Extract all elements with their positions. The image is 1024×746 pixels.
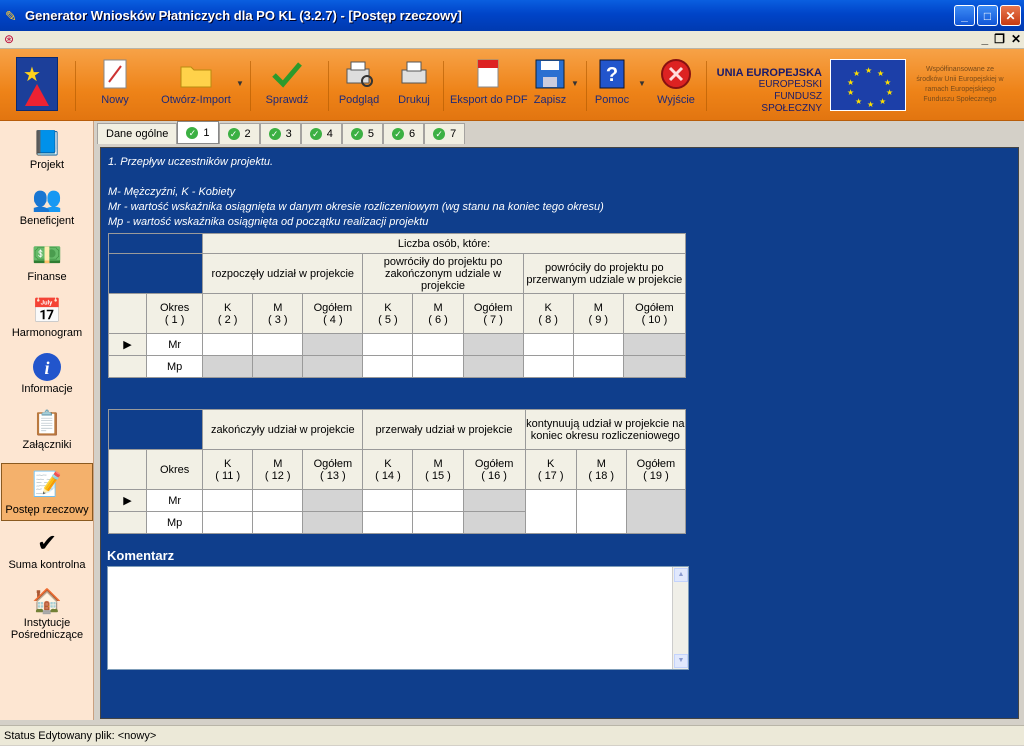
- cell-readonly: [626, 490, 685, 534]
- checksum-icon: ✔: [36, 529, 58, 557]
- form-panel: [100, 147, 1019, 719]
- check-circle-icon: ✓: [392, 128, 404, 140]
- row-label: Mr: [147, 334, 203, 356]
- cell-input[interactable]: [203, 512, 253, 534]
- cell-input[interactable]: [576, 490, 626, 534]
- exit-button[interactable]: Wyjście: [656, 56, 696, 116]
- table-row: [109, 490, 686, 512]
- tab-4[interactable]: ✓ 4: [301, 123, 342, 144]
- group-header: powróciły do projektu po przerwanym udziale w projekcie: [523, 254, 685, 294]
- check-circle-icon: ✓: [269, 128, 281, 140]
- cell-readonly: [463, 490, 525, 512]
- sidebar: [0, 121, 94, 720]
- status-bar: Status Edytowany plik: <nowy>: [0, 725, 1024, 745]
- mdi-close-button[interactable]: ✕: [1010, 32, 1021, 46]
- legend-line-1: M- Mężczyźni, K - Kobiety: [108, 186, 236, 198]
- group-header: rozpoczęły udział w projekcie: [203, 254, 363, 294]
- floppy-disk-icon: [534, 58, 566, 90]
- house-icon: 🏠: [32, 587, 62, 615]
- open-import-button[interactable]: Otwórz-Import: [158, 56, 234, 116]
- row-pointer-icon[interactable]: ▶: [109, 490, 147, 512]
- cell-readonly: [463, 512, 525, 534]
- cell-readonly: [303, 512, 363, 534]
- checklist-icon: 📋: [32, 409, 62, 437]
- minimize-button[interactable]: _: [954, 5, 975, 26]
- scroll-up-icon[interactable]: ▲: [674, 568, 688, 582]
- cell-readonly: [463, 356, 523, 378]
- cell-readonly: [303, 490, 363, 512]
- close-button[interactable]: ✕: [1000, 5, 1021, 26]
- participants-table-1: [108, 233, 686, 378]
- sidebar-item-projekt[interactable]: 📘 Projekt: [1, 127, 93, 179]
- sidebar-item-beneficjent[interactable]: 👥 Beneficjent: [1, 183, 93, 235]
- comment-scrollbar[interactable]: [672, 567, 688, 669]
- column-header: Ogółem ( 10 ): [623, 294, 685, 334]
- cell-input[interactable]: [363, 334, 413, 356]
- group-header: przerwały udział w projekcie: [363, 410, 525, 450]
- book-icon: 📘: [32, 129, 62, 157]
- mdi-restore-button[interactable]: ❐: [994, 32, 1005, 46]
- check-circle-icon: ✓: [351, 128, 363, 140]
- people-icon: 👥: [32, 185, 62, 213]
- tab-2[interactable]: ✓ 2: [219, 123, 260, 144]
- cell-input[interactable]: [413, 490, 463, 512]
- group-header: zakończyły udział w projekcie: [203, 410, 363, 450]
- column-header: M ( 3 ): [253, 294, 303, 334]
- group-header: powróciły do projektu po zakończonym udziale w projekcie: [363, 254, 523, 294]
- tab-dane-ogolne[interactable]: Dane ogólne: [97, 123, 177, 144]
- cofinancing-note: Współfinansowane ze środków Unii Europejskiej w ramach Europejskiego Funduszu Społecznego: [916, 66, 1004, 103]
- column-header: K ( 17 ): [525, 450, 576, 490]
- cell-input[interactable]: [203, 334, 253, 356]
- cell-readonly: [463, 334, 523, 356]
- legend-line-2: Mr - wartość wskaźnika osiągnięta w danym okresie rozliczeniowym (wg stanu na koniec tego okresu): [108, 201, 604, 213]
- column-header: K ( 11 ): [203, 450, 253, 490]
- row-pointer-icon[interactable]: ▶: [109, 334, 147, 356]
- tab-strip: [97, 123, 465, 145]
- sidebar-item-zalaczniki[interactable]: 📋 Załączniki: [1, 407, 93, 459]
- column-header: Ogółem ( 13 ): [303, 450, 363, 490]
- eu-label: UNIA EUROPEJSKA EUROPEJSKI FUNDUSZ SPOŁECZNY: [716, 67, 822, 114]
- row-selector-header: [109, 294, 147, 334]
- check-button[interactable]: Sprawdź: [264, 56, 310, 116]
- new-button[interactable]: Nowy: [96, 56, 134, 116]
- column-header: Okres ( 1 ): [147, 294, 203, 334]
- row-label: Mp: [147, 512, 203, 534]
- column-header: M ( 18 ): [576, 450, 626, 490]
- cell-input[interactable]: [253, 512, 303, 534]
- preview-button[interactable]: Podgląd: [338, 56, 380, 116]
- check-circle-icon: ✓: [433, 128, 445, 140]
- check-circle-icon: ✓: [310, 128, 322, 140]
- comment-label: Komentarz: [107, 548, 175, 563]
- row-selector[interactable]: [109, 356, 147, 378]
- cell-input[interactable]: [253, 334, 303, 356]
- window-title: Generator Wniosków Płatniczych dla PO KL (3.2.7) - [Postęp rzeczowy]: [25, 8, 462, 23]
- tab-3[interactable]: ✓ 3: [260, 123, 301, 144]
- save-button[interactable]: Zapisz: [532, 56, 568, 116]
- folder-icon: [179, 59, 213, 89]
- document-icon: ⊛: [4, 32, 15, 46]
- cell-input[interactable]: [363, 356, 413, 378]
- eu-flag-icon: ★ ★ ★ ★ ★ ★ ★ ★ ★ ★: [830, 59, 906, 111]
- cell-input[interactable]: [573, 334, 623, 356]
- tab-7[interactable]: ✓ 7: [424, 123, 465, 144]
- cell-input[interactable]: [413, 512, 463, 534]
- column-header: Okres: [147, 450, 203, 490]
- mdi-bar: [0, 31, 1024, 49]
- cell-input[interactable]: [523, 334, 573, 356]
- table-top-header: Liczba osób, które:: [203, 234, 686, 254]
- column-header: M ( 6 ): [413, 294, 463, 334]
- row-selector-header: [109, 450, 147, 490]
- section-heading: 1. Przepływ uczestników projektu.: [108, 156, 274, 168]
- cell-input[interactable]: [573, 356, 623, 378]
- column-header: M ( 15 ): [413, 450, 463, 490]
- print-preview-icon: [343, 59, 375, 89]
- tab-6[interactable]: ✓ 6: [383, 123, 424, 144]
- printer-icon: [398, 59, 430, 89]
- sidebar-item-instytucje[interactable]: 🏠 Instytucje Pośredniczące: [1, 585, 93, 645]
- group-header: kontynuują udział w projekcie na koniec okresu rozliczeniowego: [525, 410, 685, 450]
- pdf-icon: [474, 58, 502, 90]
- check-circle-icon: ✓: [228, 128, 240, 140]
- cell-input[interactable]: [203, 490, 253, 512]
- svg-text:?: ?: [605, 64, 619, 86]
- table-row: [109, 334, 686, 356]
- maximize-button[interactable]: □: [977, 5, 998, 26]
- money-icon: 💵: [32, 241, 62, 269]
- calendar-clock-icon: 📅: [32, 297, 62, 325]
- sidebar-item-harmonogram[interactable]: 📅 Harmonogram: [1, 295, 93, 347]
- cell-input[interactable]: [523, 356, 573, 378]
- info-icon: [1, 351, 93, 383]
- column-header: M ( 12 ): [253, 450, 303, 490]
- legend-line-3: Mp - wartość wskaźnika osiągnięta od początku realizacji projektu: [108, 216, 429, 228]
- column-header: K ( 14 ): [363, 450, 413, 490]
- sidebar-item-postep-rzeczowy[interactable]: 📝 Postęp rzeczowy: [1, 463, 93, 521]
- cell-readonly: [623, 334, 685, 356]
- column-header: M ( 9 ): [573, 294, 623, 334]
- cell-readonly: [203, 356, 253, 378]
- help-button[interactable]: ? Pomoc: [594, 56, 630, 116]
- column-header: Ogółem ( 7 ): [463, 294, 523, 334]
- row-selector[interactable]: [109, 512, 147, 534]
- cell-readonly: [303, 334, 363, 356]
- cell-readonly: [253, 356, 303, 378]
- export-pdf-button[interactable]: Eksport do PDF: [450, 56, 526, 116]
- cell-input[interactable]: [413, 334, 463, 356]
- svg-text:i: i: [44, 358, 50, 378]
- title-bar: [0, 0, 1024, 31]
- new-document-icon: [101, 58, 129, 90]
- column-header: K ( 5 ): [363, 294, 413, 334]
- cell-readonly: [303, 356, 363, 378]
- row-label: Mr: [147, 490, 203, 512]
- tab-5[interactable]: ✓ 5: [342, 123, 383, 144]
- check-circle-icon: ✓: [186, 127, 198, 139]
- help-book-icon: [597, 58, 627, 90]
- tab-1[interactable]: ✓ 1: [177, 121, 218, 144]
- mdi-minimize-button[interactable]: _: [981, 32, 989, 46]
- cell-readonly: [623, 356, 685, 378]
- comment-textarea[interactable]: [107, 566, 689, 670]
- app-icon: ✎: [5, 7, 17, 24]
- column-header: Ogółem ( 19 ): [626, 450, 685, 490]
- sidebar-item-finanse[interactable]: 💵 Finanse: [1, 239, 93, 291]
- progress-document-icon: 📝: [32, 470, 62, 498]
- row-label: Mp: [147, 356, 203, 378]
- toolbar: [0, 49, 1024, 121]
- open-dropdown-arrow[interactable]: ▼: [236, 79, 244, 88]
- participants-table-2: [108, 409, 686, 534]
- column-header: Ogółem ( 4 ): [303, 294, 363, 334]
- scroll-down-icon[interactable]: ▼: [674, 654, 688, 668]
- print-button[interactable]: Drukuj: [396, 56, 432, 116]
- column-header: K ( 8 ): [523, 294, 573, 334]
- help-dropdown-arrow[interactable]: ▼: [638, 79, 646, 88]
- cell-input[interactable]: [253, 490, 303, 512]
- save-dropdown-arrow[interactable]: ▼: [571, 79, 579, 88]
- checkmark-icon: [271, 59, 303, 89]
- main-content: [95, 121, 1024, 720]
- sidebar-item-suma-kontrolna[interactable]: ✔ Suma kontrolna: [1, 527, 93, 579]
- exit-icon: [660, 58, 692, 90]
- cell-input[interactable]: [363, 512, 413, 534]
- cell-input[interactable]: [525, 490, 576, 534]
- column-header: K ( 2 ): [203, 294, 253, 334]
- cell-input[interactable]: [363, 490, 413, 512]
- sidebar-item-informacje[interactable]: i Informacje: [1, 351, 93, 403]
- cell-input[interactable]: [413, 356, 463, 378]
- table-row: [109, 356, 686, 378]
- column-header: Ogółem ( 16 ): [463, 450, 525, 490]
- pokl-logo: ★: [16, 57, 58, 111]
